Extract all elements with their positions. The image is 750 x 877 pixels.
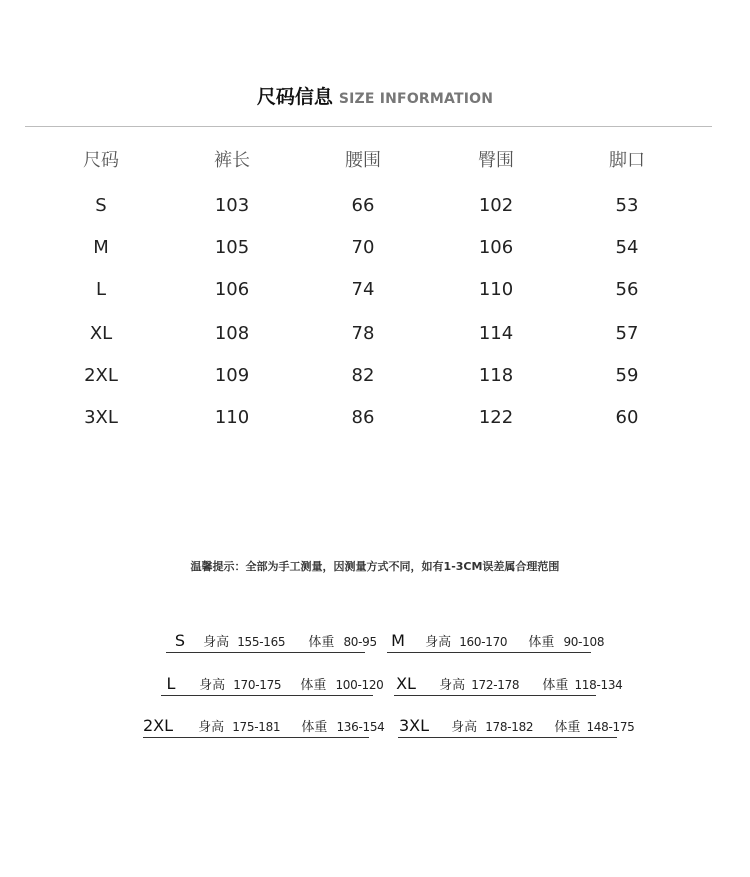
height-label: 身高: [439, 678, 466, 693]
cell-hip: 122: [478, 407, 514, 428]
table-header-row: [0, 146, 750, 176]
cell-hip: 118: [478, 365, 514, 386]
cell-length: 105: [214, 237, 250, 258]
cell-waist: 82: [351, 365, 375, 386]
height-value: 160-170: [459, 635, 508, 649]
weight-label: 体重: [301, 720, 328, 735]
cell-waist: 78: [351, 323, 375, 344]
height-value: 175-181: [232, 720, 281, 734]
weight-label: 体重: [308, 635, 335, 650]
reference-size: M: [391, 631, 405, 650]
cell-hem: 53: [615, 195, 639, 216]
page-title: [0, 82, 750, 109]
table-row: [0, 361, 750, 391]
reference-size: S: [174, 631, 186, 650]
cell-hem: 59: [615, 365, 639, 386]
reference-size: L: [166, 674, 176, 693]
weight-value: 136-154: [336, 720, 385, 734]
weight-label: 体重: [554, 720, 581, 735]
weight-label: 体重: [528, 635, 555, 650]
cell-waist: 66: [351, 195, 375, 216]
table-row: [0, 403, 750, 433]
cell-waist: 86: [351, 407, 375, 428]
cell-waist: 70: [351, 237, 375, 258]
reference-item-xl: [394, 673, 623, 696]
reference-item-2xl: [143, 715, 385, 738]
cell-hem: 56: [615, 279, 639, 300]
cell-hem: 54: [615, 237, 639, 258]
height-value: 170-175: [233, 678, 282, 692]
reference-item-m: [387, 630, 605, 653]
cell-size: L: [95, 279, 107, 300]
cell-length: 110: [214, 407, 250, 428]
cell-hip: 110: [478, 279, 514, 300]
cell-hip: 114: [478, 323, 514, 344]
cell-size: S: [95, 195, 107, 216]
cell-size: XL: [89, 323, 113, 344]
header-hip: 臀围: [478, 150, 514, 171]
header-waist: 腰围: [345, 150, 381, 171]
cell-length: 106: [214, 279, 250, 300]
cell-waist: 74: [351, 279, 375, 300]
height-label: 身高: [203, 635, 230, 650]
cell-hem: 57: [615, 323, 639, 344]
reference-item-3xl: [398, 715, 635, 738]
table-row: [0, 233, 750, 263]
weight-value: 148-175: [586, 720, 635, 734]
cell-length: 103: [214, 195, 250, 216]
weight-value: 118-134: [574, 678, 623, 692]
weight-label: 体重: [300, 678, 327, 693]
cell-length: 109: [214, 365, 250, 386]
header-hem: 脚口: [609, 150, 645, 171]
table-row: [0, 191, 750, 221]
measurement-note: 温馨提示：全部为手工测量，因测量方式不同，如有1-3CM误差属合理范围: [190, 560, 560, 573]
reference-item-l: [161, 673, 384, 696]
table-row: [0, 319, 750, 349]
title-english: SIZE INFORMATION: [338, 91, 494, 107]
reference-row: [0, 673, 750, 697]
header-size: 尺码: [83, 150, 119, 171]
cell-hem: 60: [615, 407, 639, 428]
cell-size: 3XL: [84, 407, 118, 428]
cell-hip: 102: [478, 195, 514, 216]
height-value: 178-182: [485, 720, 534, 734]
weight-label: 体重: [542, 678, 569, 693]
reference-size: 2XL: [143, 716, 174, 735]
cell-size: M: [93, 237, 109, 258]
reference-size: 3XL: [398, 716, 430, 735]
title-divider: [25, 126, 712, 127]
height-label: 身高: [198, 720, 225, 735]
height-label: 身高: [199, 678, 226, 693]
header-length: 裤长: [214, 150, 250, 171]
cell-length: 108: [214, 323, 250, 344]
title-chinese: 尺码信息: [256, 86, 333, 108]
height-value: 155-165: [237, 635, 286, 649]
height-value: 172-178: [471, 678, 520, 692]
reference-size: XL: [396, 674, 416, 693]
height-label: 身高: [451, 720, 478, 735]
reference-row: [0, 630, 750, 654]
cell-size: 2XL: [84, 365, 118, 386]
weight-value: 100-120: [335, 678, 384, 692]
height-label: 身高: [425, 635, 452, 650]
weight-value: 90-108: [563, 635, 605, 649]
weight-value: 80-95: [343, 635, 377, 649]
reference-row: [0, 715, 750, 739]
table-row: [0, 275, 750, 305]
cell-hip: 106: [478, 237, 514, 258]
reference-item-s: [166, 630, 377, 653]
